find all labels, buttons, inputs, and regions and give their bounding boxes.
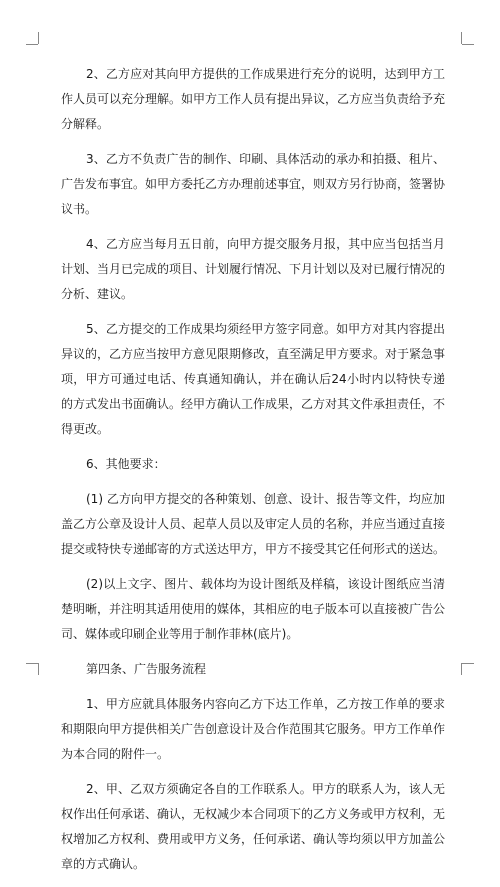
crop-mark-top-left-v [38,32,39,44]
paragraph-clause-6-heading: 6、其他要求： [86,457,166,471]
paragraph-requirement-1: (1) 乙方向甲方提交的各种策划、创意、设计、报告等文件，均应加盖乙方公章及设计人员、起草人员以及审定人员的名称，并应当通过直接提交或特快专递邮寄的方式送达甲方，甲方不接受其它任何形式的送达。 [61,492,446,556]
paragraph-process-2: 2、甲、乙双方须确定各自的工作联系人。甲方的联系人为，该人无权作出任何承诺、确认，无权减少本合同项下的乙方义务或甲方权利，无权增加乙方权利、费用或甲方义务，任何承诺、确认等均须以甲方加盖公章的方式确认。 [61,782,446,871]
paragraph-clause-5: 5、乙方提交的工作成果均须经甲方签字同意。如甲方对其内容提出异议的，乙方应当按甲方意见限期修改，直至满足甲方要求。对于紧急事项，甲方可通过电话、传真通知确认，并在确认后24小时内以特快专递的方式发出书面确认。经甲方确认工作成果，乙方对其文件承担责任，不得更改。 [61,322,446,436]
crop-mark-bottom-right-h [462,663,474,664]
paragraph-clause-4: 4、乙方应当每月五日前，向甲方提交服务月报，其中应当包括当月计划、当月已完成的项目、计划履行情况、下月计划以及对已履行情况的分析、建议。 [61,237,446,301]
paragraph-requirement-2: (2)以上文字、图片、载体均为设计图纸及样稿，该设计图纸应当清楚明晰，并注明其适用使用的媒体，其相应的电子版本可以直接被广告公司、媒体或印刷企业等用于制作菲林(底片)。 [61,577,446,641]
crop-mark-bottom-left-v [38,663,39,675]
paragraph-clause-2: 2、乙方应对其向甲方提供的工作成果进行充分的说明，达到甲方工作人员可以充分理解。如甲方工作人员有提出异议，乙方应当负责给予充分解释。 [61,67,446,131]
crop-mark-top-right-v [461,32,462,44]
paragraph-process-1: 1、甲方应就具体服务内容向乙方下达工作单，乙方按工作单的要求和期限向甲方提供相关广告创意设计及合作范围其它服务。甲方工作单作为本合同的附件一。 [61,697,446,761]
crop-mark-top-right-h [462,44,474,45]
crop-mark-bottom-right-v [461,663,462,675]
paragraph-clause-3: 3、乙方不负责广告的制作、印刷、具体活动的承办和拍摄、租片、广告发布事宜。如甲方委托乙方办理前述事宜，则双方另行协商，签署协议书。 [61,152,446,216]
crop-mark-top-left-h [26,44,38,45]
document-body [61,62,445,887]
section-heading-article-4: 第四条、广告服务流程 [86,662,207,676]
crop-mark-bottom-left-h [26,663,38,664]
